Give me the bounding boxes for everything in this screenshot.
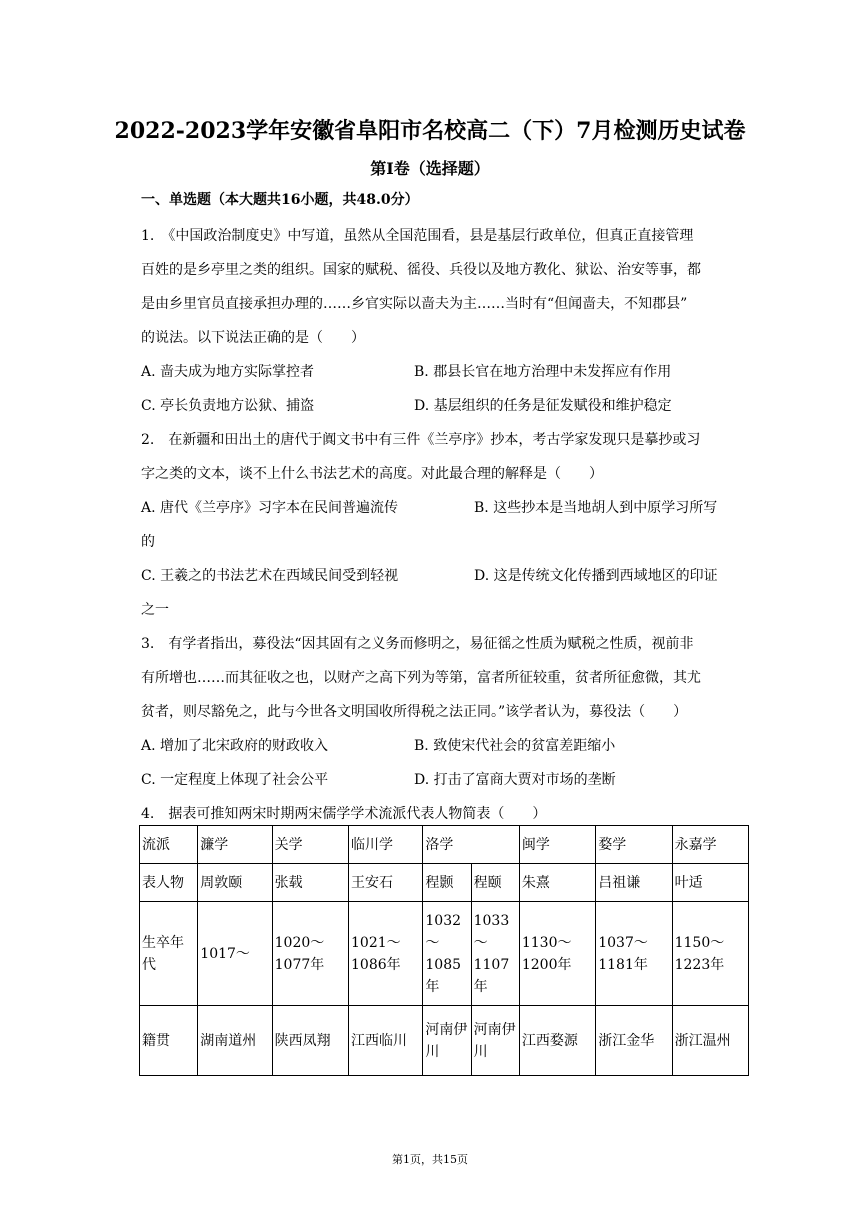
table-cell: 周敦颐: [198, 864, 272, 902]
table-cell: 王安石: [349, 864, 423, 902]
table-cell: 浙江金华: [596, 1006, 672, 1076]
q1-option-d[interactable]: D. 基层组织的任务是征发赋役和维护稳定: [414, 398, 672, 414]
table-cell: 江西婺源: [519, 1006, 595, 1076]
table-row: [140, 864, 749, 902]
row-label-school: 流派: [140, 826, 198, 864]
row-label-origin: 籍贯: [140, 1006, 198, 1076]
q1-line-4: 的说法。以下说法正确的是（ ）: [141, 330, 365, 346]
row-label-people: 表人物: [140, 864, 198, 902]
table-cell: 濂学: [198, 826, 272, 864]
q3-line-3: 贫者，则尽豁免之，此与今世各文明国收所得税之法正同。”该学者认为，募役法（ ）: [141, 704, 688, 720]
page-title: 2022-2023学年安徽省阜阳市名校高二（下）7月检测历史试卷: [114, 118, 746, 144]
table-cell: 1017～: [198, 902, 272, 1006]
table-cell: 关学: [272, 826, 348, 864]
table-cell: 陕西凤翔: [272, 1006, 348, 1076]
table-row: [140, 826, 749, 864]
table-cell: 1033～1107年: [471, 902, 519, 1006]
table-cell: 1037～1181年: [596, 902, 672, 1006]
table-cell: 张载: [272, 864, 348, 902]
q3-line-1: 3. 有学者指出，募役法“因其固有之义务而修明之，易征徭之性质为赋税之性质，视前非: [141, 636, 694, 652]
table-cell: 湖南道州: [198, 1006, 272, 1076]
q2-option-c[interactable]: C. 王羲之的书法艺术在西域民间受到轻视: [141, 568, 399, 584]
q1-line-3: 是由乡里官员直接承担办理的……乡官实际以啬夫为主……当时有“但闻啬夫，不知郡县”: [141, 296, 688, 312]
table-cell: 河南伊川: [423, 1006, 471, 1076]
table-cell: 永嘉学: [672, 826, 748, 864]
q3-option-d[interactable]: D. 打击了富商大贾对市场的垄断: [414, 772, 616, 788]
q2-option-b-wrap: 的: [141, 534, 155, 550]
q3-line-2: 有所增也……而其征收之也，以财产之高下列为等第，富者所征较重，贫者所征愈微，其尤: [141, 670, 701, 686]
table-cell: 叶适: [672, 864, 748, 902]
table-cell: 1150～1223年: [672, 902, 748, 1006]
q2-option-a[interactable]: A. 唐代《兰亭序》习字本在民间普遍流传: [141, 500, 399, 516]
q1-option-a[interactable]: A. 啬夫成为地方实际掌控者: [141, 364, 315, 380]
table-cell: 吕祖谦: [596, 864, 672, 902]
table-cell: 1130～1200年: [519, 902, 595, 1006]
q2-option-d[interactable]: D. 这是传统文化传播到西域地区的印证: [474, 568, 718, 584]
row-label-years: 生卒年代: [140, 902, 198, 1006]
table-cell: 临川学: [349, 826, 423, 864]
table-cell: 河南伊川: [471, 1006, 519, 1076]
q3-option-b[interactable]: B. 致使宋代社会的贫富差距缩小: [414, 738, 616, 754]
table-cell: 程颢: [423, 864, 471, 902]
table-row: [140, 902, 749, 1006]
table-cell: 1032～1085年: [423, 902, 471, 1006]
table-cell: 1020～1077年: [272, 902, 348, 1006]
volume-title: 第Ⅰ卷（选择题）: [370, 159, 490, 178]
table-cell: 婺学: [596, 826, 672, 864]
table-cell: 朱熹: [519, 864, 595, 902]
q1-line-1: 1. 《中国政治制度史》中写道，虽然从全国范围看，县是基层行政单位，但真正直接管理: [141, 228, 694, 244]
table-row: [140, 1006, 749, 1076]
q3-option-c[interactable]: C. 一定程度上体现了社会公平: [141, 772, 329, 788]
page-number: 第1页，共15页: [392, 1153, 468, 1166]
q1-line-2: 百姓的是乡亭里之类的组织。国家的赋税、徭役、兵役以及地方教化、狱讼、治安等事，都: [141, 262, 701, 278]
q1-option-b[interactable]: B. 郡县长官在地方治理中未发挥应有作用: [414, 364, 672, 380]
table-cell: 江西临川: [349, 1006, 423, 1076]
table-cell: 程颐: [471, 864, 519, 902]
school-table: [139, 825, 749, 1076]
q2-line-2: 字之类的文本，谈不上什么书法艺术的高度。对此最合理的解释是（ ）: [141, 466, 603, 482]
q1-option-c[interactable]: C. 亭长负责地方讼狱、捕盗: [141, 398, 315, 414]
part-heading: 一、单选题（本大题共16小题，共48.0分）: [141, 192, 419, 208]
q2-option-d-wrap: 之一: [141, 602, 169, 618]
table-cell: 浙江温州: [672, 1006, 748, 1076]
q3-option-a[interactable]: A. 增加了北宋政府的财政收入: [141, 738, 329, 754]
q2-line-1: 2. 在新疆和田出土的唐代于阗文书中有三件《兰亭序》抄本，考古学家发现只是摹抄或习: [141, 432, 701, 448]
q4-stem: 4. 据表可推知两宋时期两宋儒学学术流派代表人物简表（ ）: [141, 806, 547, 822]
table-cell: 闽学: [519, 826, 595, 864]
table-cell: 1021～1086年: [349, 902, 423, 1006]
q2-option-b[interactable]: B. 这些抄本是当地胡人到中原学习所写: [474, 500, 718, 516]
table-cell: 洛学: [423, 826, 519, 864]
